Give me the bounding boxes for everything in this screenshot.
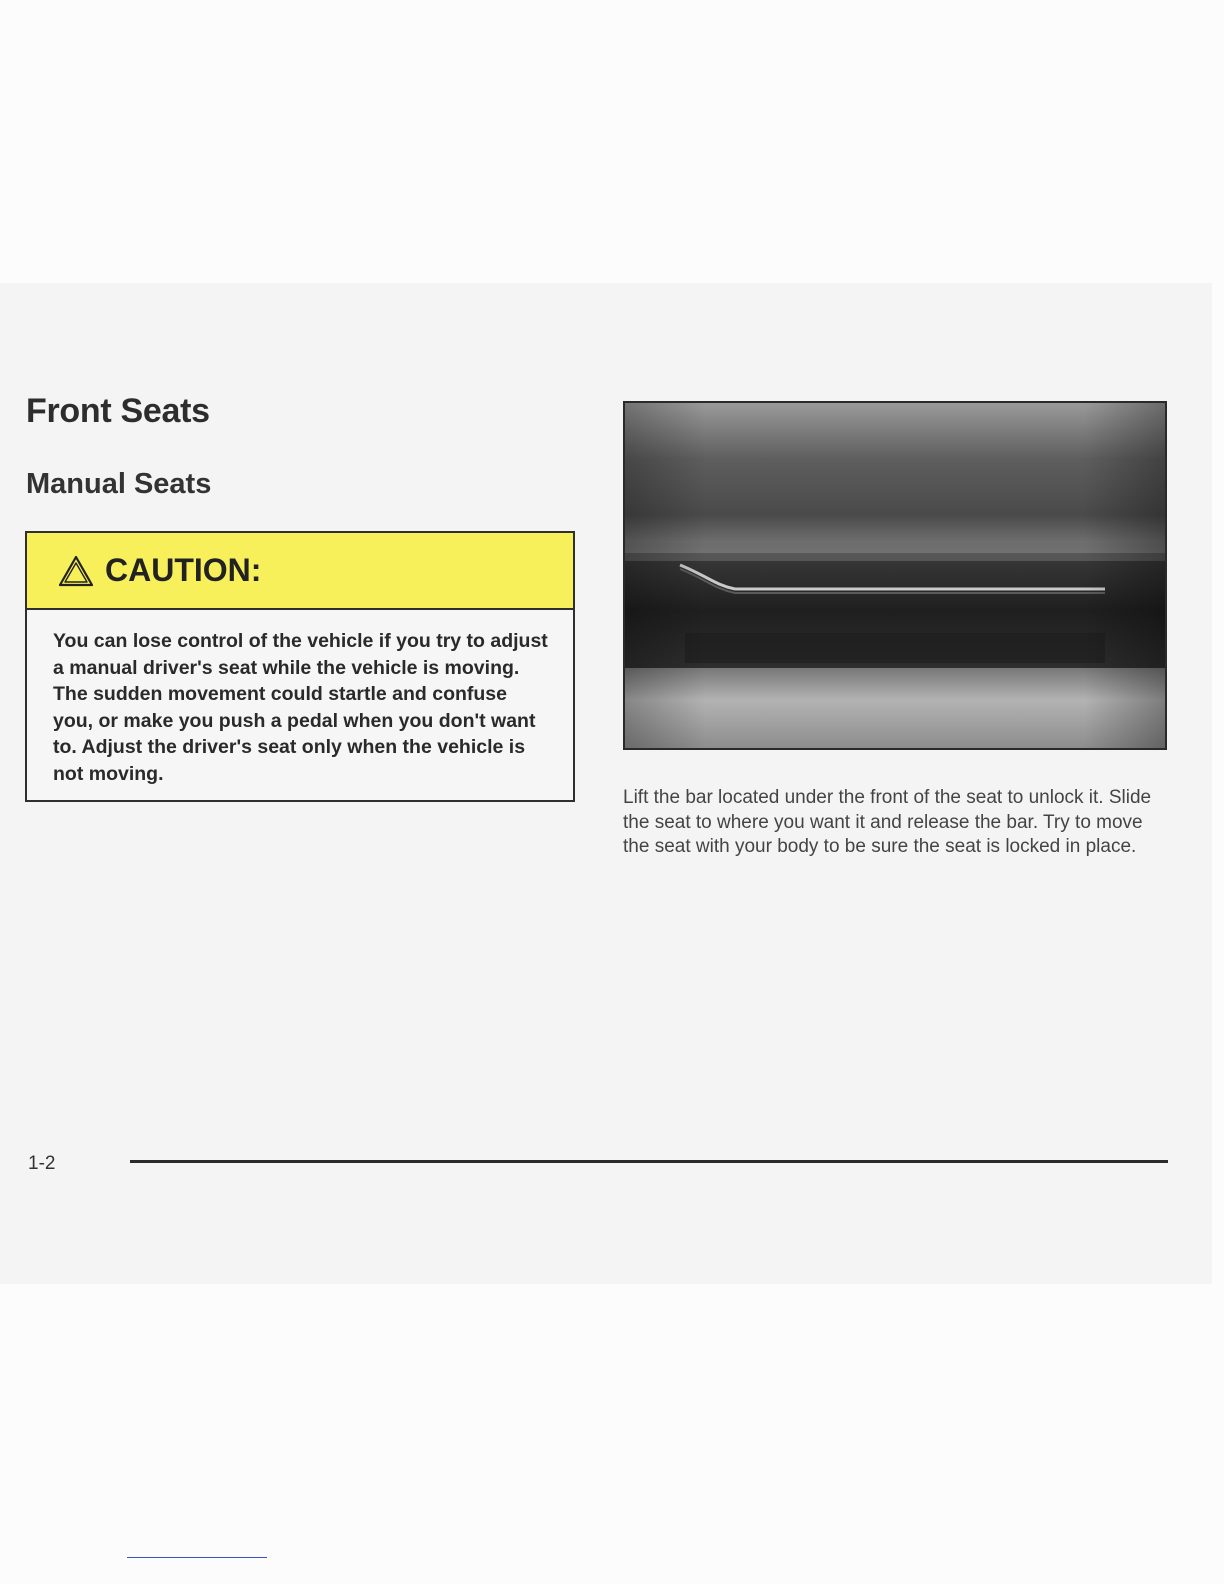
warning-triangle-icon xyxy=(57,554,95,588)
bottom-divider xyxy=(127,1557,267,1558)
instruction-caption: Lift the bar located under the front of the seat to unlock it. Slide the seat to where you want it and release the bar. Try to move the seat with your body to be sure the seat is locked in place. xyxy=(623,787,1152,857)
subsection-title: Manual Seats xyxy=(26,468,212,500)
page-number: 1-2 xyxy=(28,1153,56,1174)
caution-text: You can lose control of the vehicle if you try to adjust a manual driver's seat while the vehicle is moving. The sudden movement could startle and confuse you, or make you push a pedal when you don't want to. Adjust the driver's seat only when the vehicle is not moving. xyxy=(53,630,548,785)
caution-title: CAUTION: xyxy=(105,552,262,588)
caution-header xyxy=(27,533,573,610)
seat-bar-photo xyxy=(623,401,1167,750)
footer-rule xyxy=(130,1160,1168,1163)
caution-box xyxy=(25,531,575,802)
section-title: Front Seats xyxy=(26,392,210,430)
